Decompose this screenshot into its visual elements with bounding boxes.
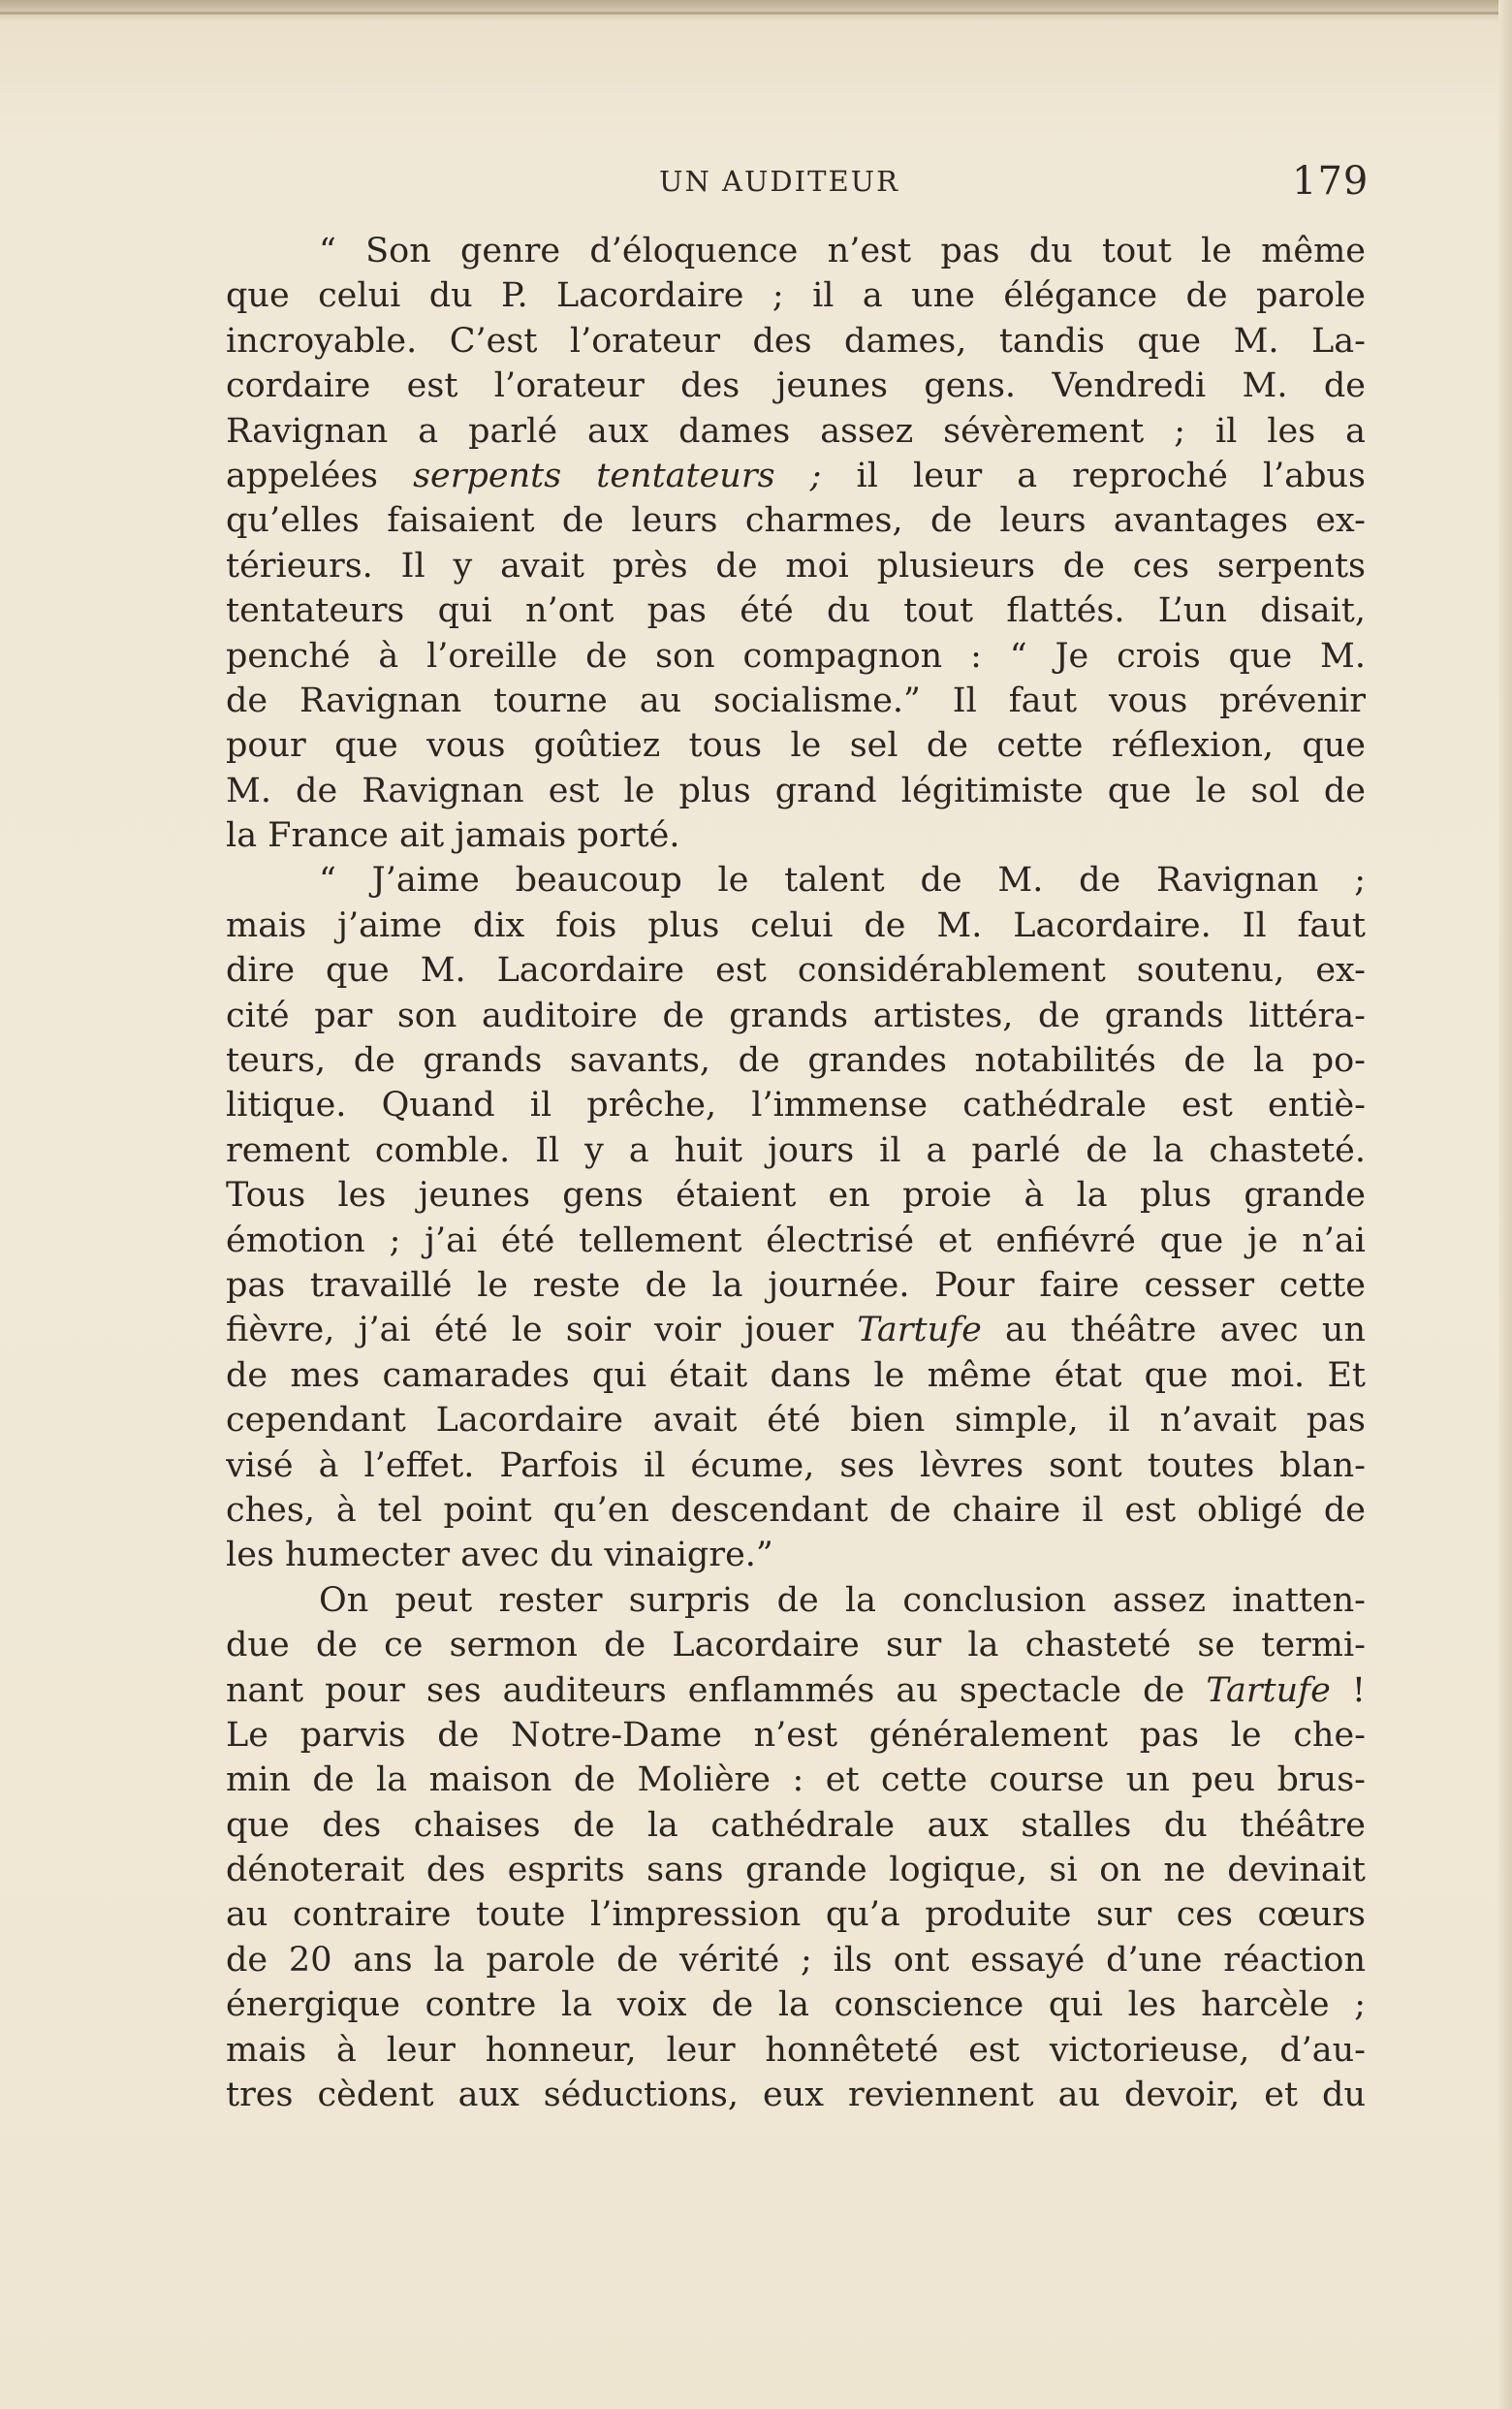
text-line: émotion ; j’ai été tellement électrisé et enfiévré que je n’ai	[226, 1220, 1366, 1260]
text-line: énergique contre la voix de la conscience qui les harcèle ;	[226, 1985, 1366, 2025]
text-line: Ravignan a parlé aux dames assez sévèrement ; il les a	[226, 411, 1366, 451]
text-line: rement comble. Il y a huit jours il a parlé de la chasteté.	[226, 1130, 1366, 1170]
page-number: 179	[1292, 159, 1370, 204]
text-line: pas travaillé le reste de la journée. Pour faire cesser cette	[226, 1265, 1366, 1305]
text-line: cité par son auditoire de grands artistes, de grands littéra-	[226, 996, 1366, 1035]
text-line: dénoterait des esprits sans grande logique, si on ne devinait	[226, 1851, 1366, 1890]
text-segment: il leur a reproché l’abus	[821, 456, 1366, 495]
text-line: visé à l’effet. Parfois il écume, ses lèvres sont toutes blan-	[226, 1445, 1366, 1485]
text-line	[226, 454, 1366, 498]
text-line: la France ait jamais porté.	[226, 816, 680, 856]
text-line: “ J’aime beaucoup le talent de M. de Ravignan ;	[319, 861, 1366, 901]
italic-title: Tartufe	[857, 1311, 982, 1350]
text-line: les humecter avec du vinaigre.”	[226, 1536, 773, 1575]
text-segment: nant pour ses auditeurs enflammés au spectacle de	[226, 1670, 1207, 1710]
text-line: tres cèdent aux séductions, eux reviennent au devoir, et du	[226, 2076, 1366, 2115]
text-line: tentateurs qui n’ont pas été du tout flattés. L’un disait,	[226, 591, 1366, 631]
italic-title: Tartufe	[1206, 1670, 1331, 1710]
text-line	[226, 1308, 1366, 1352]
text-line: dire que M. Lacordaire est considérablement soutenu, ex-	[226, 951, 1366, 991]
text-line: ches, à tel point qu’en descendant de chaire il est obligé de	[226, 1490, 1366, 1530]
text-line: mais j’aime dix fois plus celui de M. Lacordaire. Il faut	[226, 905, 1366, 945]
text-line: cependant Lacordaire avait été bien simple, il n’avait pas	[226, 1401, 1366, 1441]
text-line: penché à l’oreille de son compagnon : “ Je crois que M.	[226, 636, 1366, 676]
text-segment: au théâtre avec un	[981, 1311, 1366, 1350]
body-text	[226, 229, 1366, 2117]
text-line: Tous les jeunes gens étaient en proie à la plus grande	[226, 1176, 1366, 1216]
text-line: Le parvis de Notre-Dame n’est généralement pas le che-	[226, 1715, 1366, 1755]
running-title: UN AUDITEUR	[659, 165, 899, 198]
text-segment: fièvre, j’ai été le soir voir jouer	[226, 1311, 858, 1350]
text-line: min de la maison de Molière : et cette course un peu brus-	[226, 1760, 1366, 1800]
page-right-edge	[1498, 0, 1512, 2409]
text-line: M. de Ravignan est le plus grand légitimiste que le sol de	[226, 771, 1366, 810]
text-line: incroyable. C’est l’orateur des dames, tandis que M. La-	[226, 321, 1366, 361]
text-line: due de ce sermon de Lacordaire sur la chasteté se termi-	[226, 1626, 1366, 1665]
text-segment: appelées	[226, 456, 414, 495]
text-line: térieurs. Il y avait près de moi plusieurs de ces serpents	[226, 546, 1366, 586]
text-line: au contraire toute l’impression qu’a produite sur ces cœurs	[226, 1895, 1366, 1935]
text-segment: !	[1330, 1670, 1366, 1710]
text-line: de 20 ans la parole de vérité ; ils ont essayé d’une réaction	[226, 1940, 1366, 1980]
italic-title: serpents tentateurs ;	[413, 456, 822, 495]
text-line	[226, 1668, 1366, 1713]
text-line: pour que vous goûtiez tous le sel de cette réflexion, que	[226, 726, 1366, 766]
text-line: On peut rester surpris de la conclusion assez inatten-	[319, 1580, 1366, 1620]
page-top-rule	[0, 12, 1512, 15]
text-line: “ Son genre d’éloquence n’est pas du tout le même	[319, 232, 1366, 270]
text-line: cordaire est l’orateur des jeunes gens. Vendredi M. de	[226, 366, 1366, 406]
text-line: que celui du P. Lacordaire ; il a une élégance de parole	[226, 276, 1366, 316]
text-line: de mes camarades qui était dans le même état que moi. Et	[226, 1355, 1366, 1395]
text-line: mais à leur honneur, leur honnêteté est victorieuse, d’au-	[226, 2030, 1366, 2070]
text-line: que des chaises de la cathédrale aux stalles du théâtre	[226, 1805, 1366, 1845]
text-line: teurs, de grands savants, de grandes notabilités de la po-	[226, 1041, 1366, 1081]
text-line: litique. Quand il prêche, l’immense cathédrale est entiè-	[226, 1086, 1366, 1125]
text-line: de Ravignan tourne au socialisme.” Il faut vous prévenir	[226, 681, 1366, 720]
text-line: qu’elles faisaient de leurs charmes, de leurs avantages ex-	[226, 501, 1366, 541]
page-top-edge	[0, 0, 1512, 21]
running-head	[0, 157, 1512, 206]
